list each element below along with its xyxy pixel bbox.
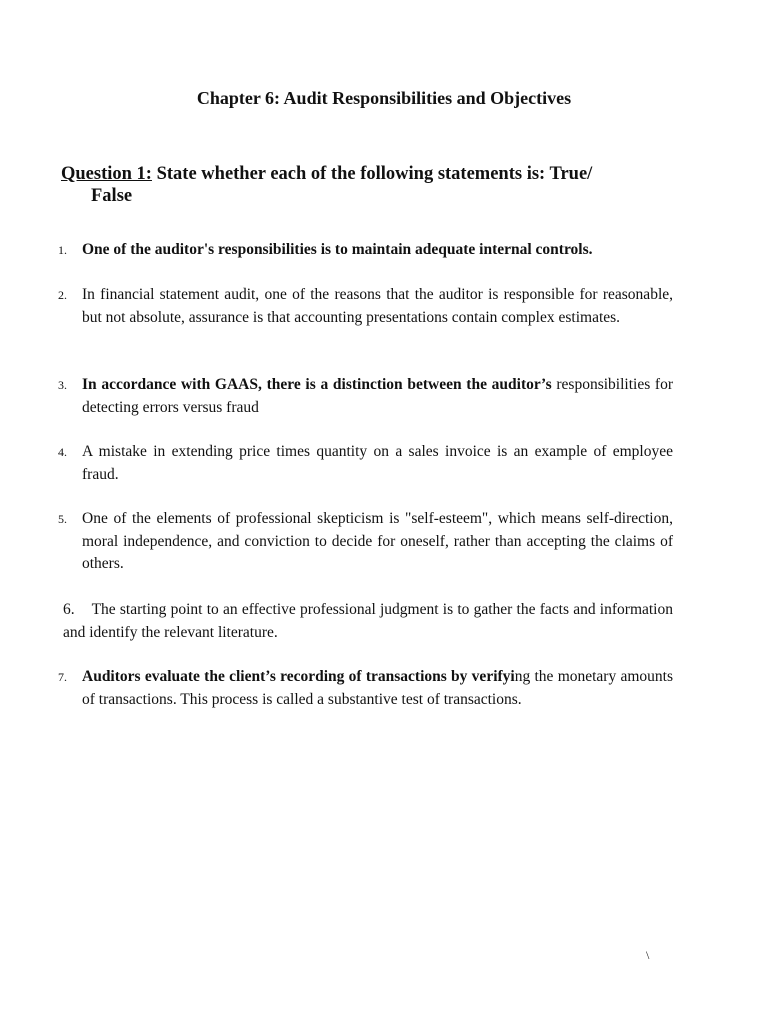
statement-7 [58,666,674,711]
statement-bold-text: In accordance with GAAS, there is a distinction between the auditor’s [82,376,552,393]
statement-text: A mistake in extending price times quantity on a sales invoice is an example of employee fraud. [82,443,673,483]
statement-number: 1. [58,243,67,257]
statement-5 [58,508,673,576]
statement-text: The starting point to an effective professional judgment is to gather the facts and information and identify the relevant literature. [63,601,673,641]
statement-6 [63,599,673,644]
statement-text: ng the monetary amounts of transactions. This process is called a substantive test of transactions. [82,668,674,708]
statement-number: 7. [58,670,67,684]
statement-number: 2. [58,288,67,302]
page-marker: \ [646,948,650,962]
statement-text: responsibilities for detecting errors versus fraud [82,376,674,416]
question-heading [61,163,701,207]
statement-bold-text: Auditors evaluate the client’s recording of transactions by verifyi [82,668,515,685]
statement-4 [58,441,673,486]
statement-text: In financial statement audit, one of the reasons that the auditor is responsible for reasonable, but not absolute, assurance is that accounting presentations contain complex estimates. [82,286,673,326]
question-label: Question 1: [61,164,152,184]
statement-1 [58,239,673,262]
statement-number: 6. [63,601,75,618]
statement-bold-text: One of the auditor's responsibilities is to maintain adequate internal controls. [82,241,593,258]
statement-text: One of the elements of professional skepticism is "self-esteem", which means self-direction, moral independence, and conviction to decide for oneself, rather than accepting the claims of others. [82,510,673,572]
question-text-line1: State whether each of the following statements is: True/ [156,164,593,184]
chapter-title: Chapter 6: Audit Responsibilities and Objectives [196,88,572,108]
statement-number: 5. [58,512,67,526]
statement-number: 3. [58,378,67,392]
statement-number: 4. [58,445,67,459]
statement-3 [58,374,674,419]
question-text-line2: False [91,186,133,206]
statement-2 [58,284,673,329]
